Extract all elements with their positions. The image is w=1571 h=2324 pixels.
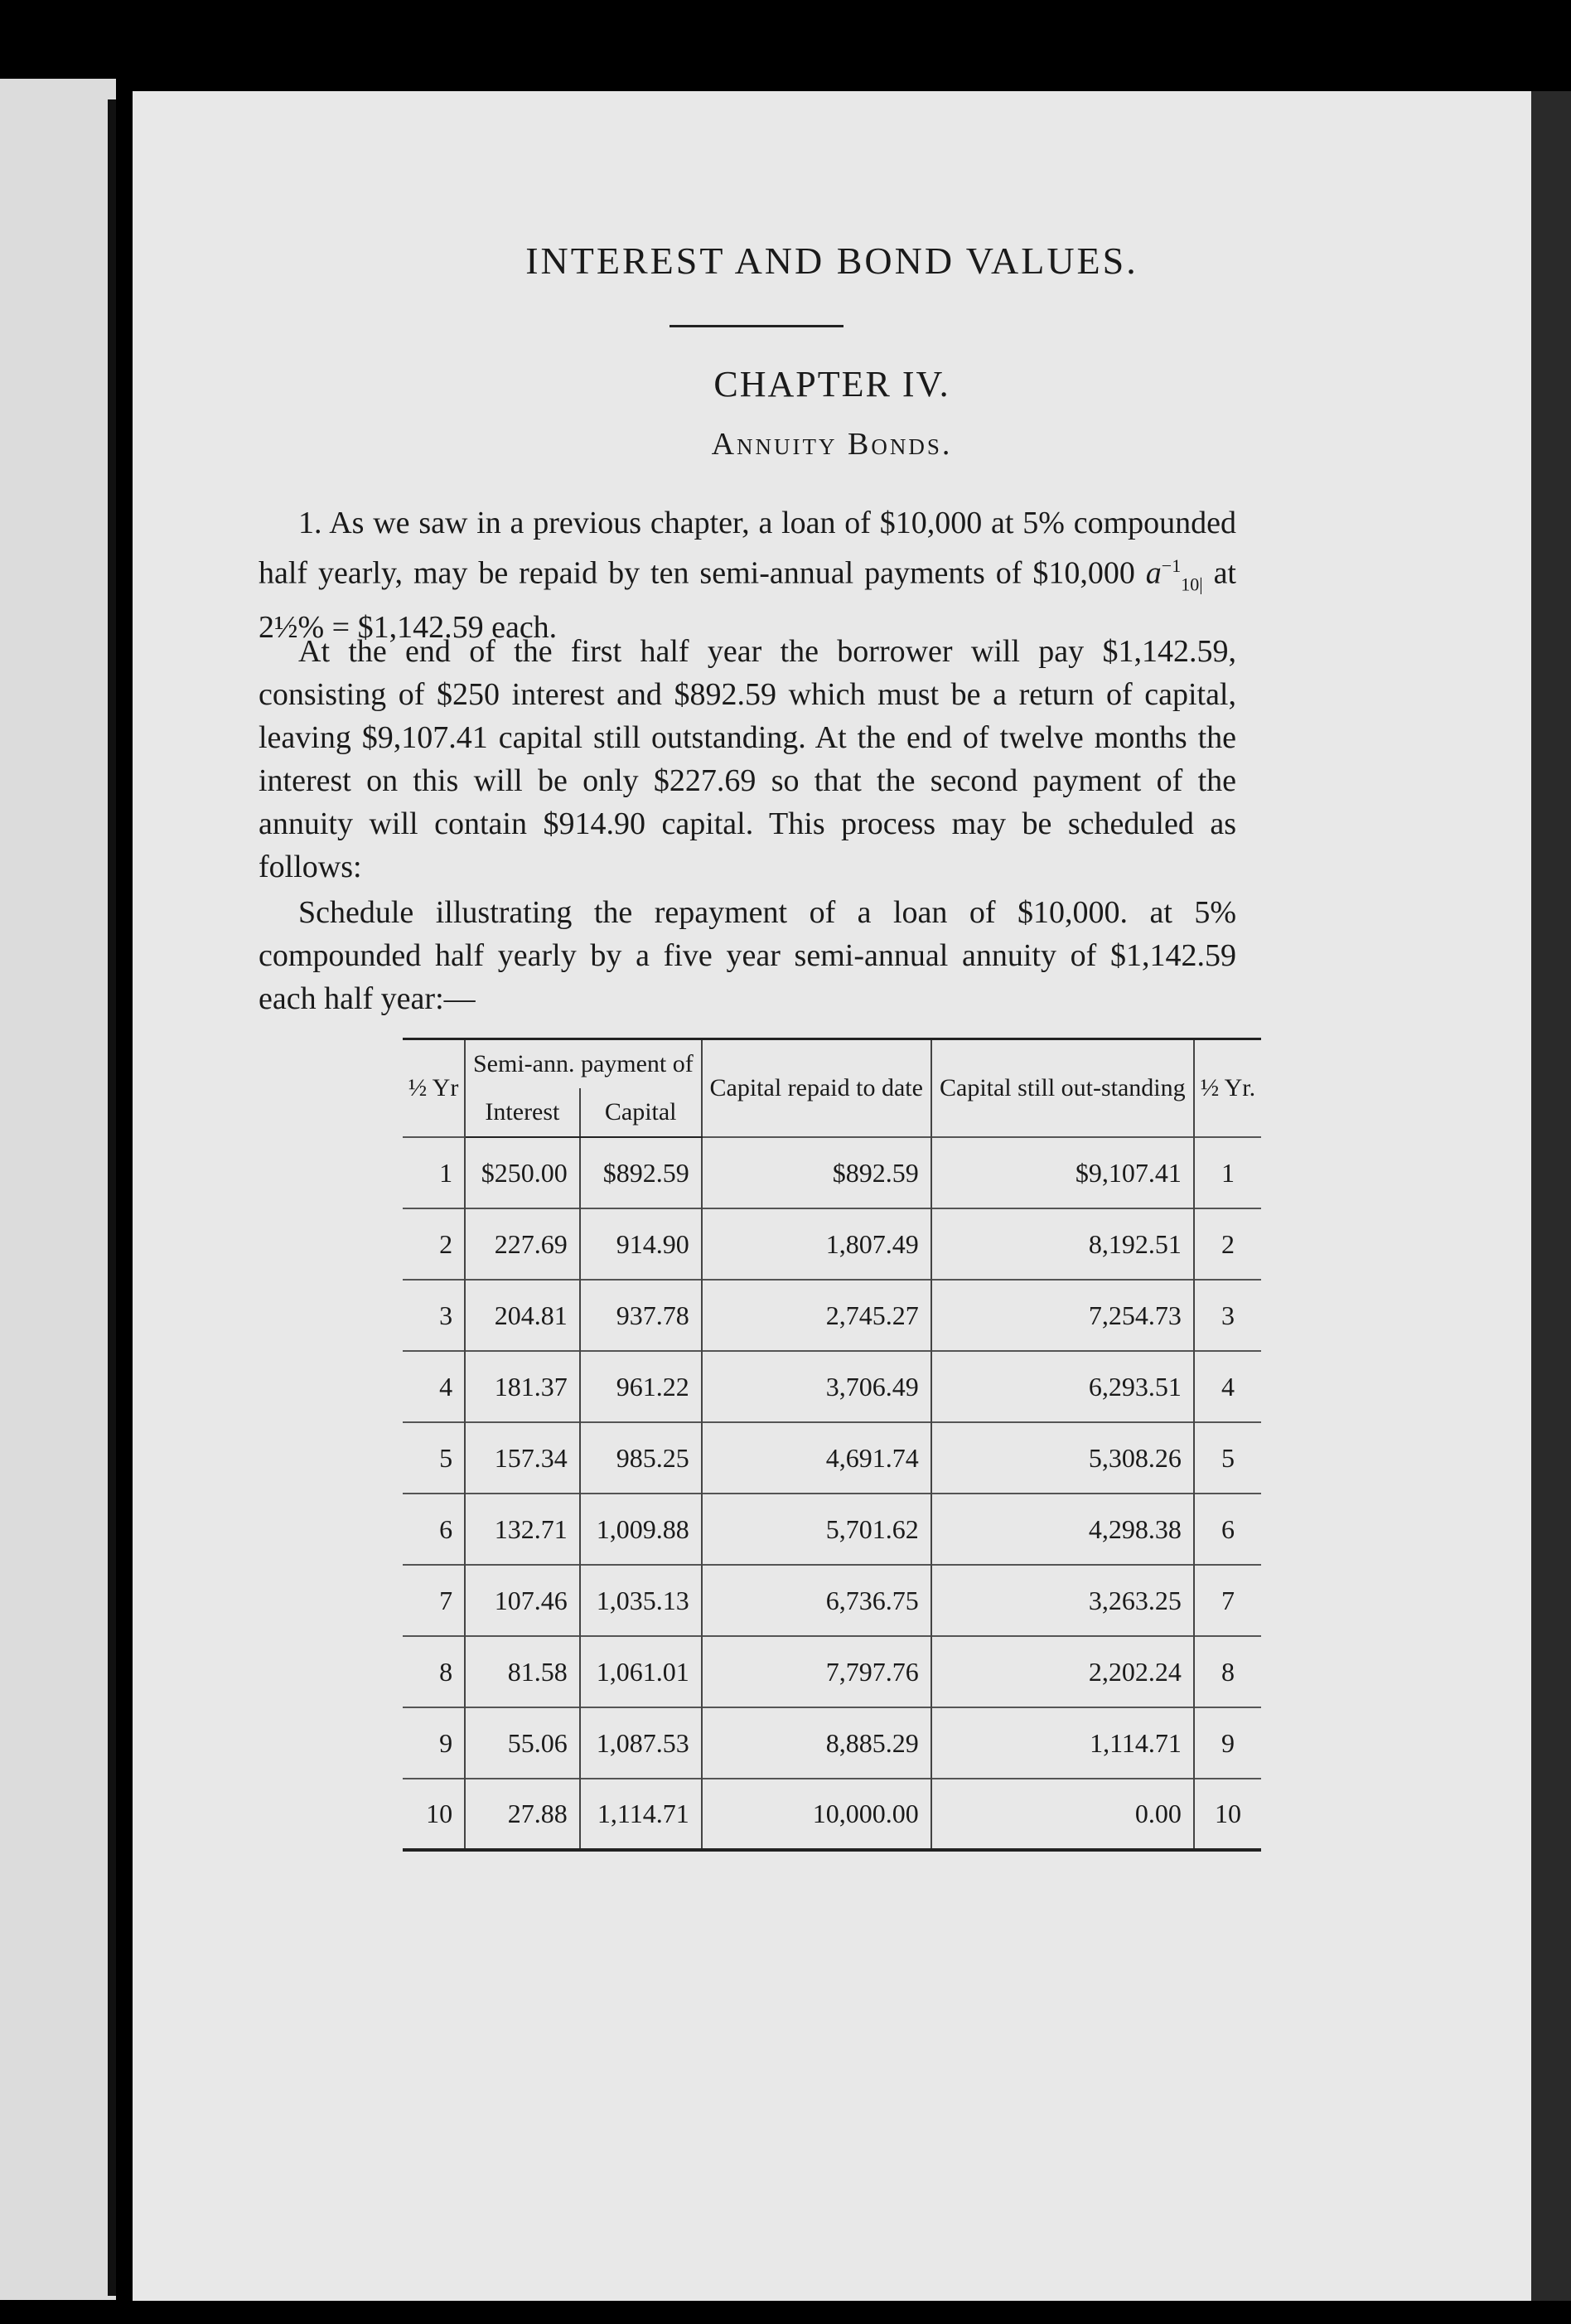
row-repaid: 8,885.29 — [702, 1707, 931, 1779]
running-head: INTEREST AND BOND VALUES. — [525, 240, 1138, 282]
table-row — [403, 1494, 1261, 1565]
row-interest: 157.34 — [465, 1422, 580, 1494]
row-outstanding: 5,308.26 — [931, 1422, 1194, 1494]
row-half-year-right: 5 — [1194, 1422, 1261, 1494]
row-repaid: 5,701.62 — [702, 1494, 931, 1565]
row-capital: $892.59 — [580, 1137, 702, 1208]
header-half-year-left: ½ Yr — [403, 1039, 465, 1138]
row-interest: 132.71 — [465, 1494, 580, 1565]
table-row — [403, 1779, 1261, 1850]
paragraph-3 — [259, 891, 1236, 1020]
row-interest: 181.37 — [465, 1351, 580, 1422]
p1-text-before: 1. As we saw in a previous chapter, a loan of $10,000 at 5% compounded half yearly, may be repaid by ten semi-annual payments of $10,000 — [259, 506, 1236, 591]
table-row — [403, 1280, 1261, 1351]
header-payment-group: Semi-ann. payment of — [465, 1039, 702, 1089]
row-half-year: 7 — [403, 1565, 465, 1636]
table-row — [403, 1208, 1261, 1280]
row-half-year-right: 1 — [1194, 1137, 1261, 1208]
row-half-year: 10 — [403, 1779, 465, 1850]
row-half-year: 2 — [403, 1208, 465, 1280]
row-half-year: 1 — [403, 1137, 465, 1208]
row-interest: 204.81 — [465, 1280, 580, 1351]
header-capital-outstanding: Capital still out-standing — [931, 1039, 1194, 1138]
chapter-heading: CHAPTER IV. — [713, 364, 950, 404]
row-capital: 1,061.01 — [580, 1636, 702, 1707]
paragraph-2 — [259, 630, 1236, 888]
row-capital: 1,114.71 — [580, 1779, 702, 1850]
book-page — [133, 91, 1531, 2301]
p3-text: Schedule illustrating the repayment of a loan of $10,000. at 5% compounded half yearly by a five year semi-annual annuity of $1,142.59 each half year:— — [259, 895, 1236, 1016]
row-interest: 55.06 — [465, 1707, 580, 1779]
row-half-year-right: 3 — [1194, 1280, 1261, 1351]
row-outstanding: 8,192.51 — [931, 1208, 1194, 1280]
row-interest: $250.00 — [465, 1137, 580, 1208]
row-capital: 1,087.53 — [580, 1707, 702, 1779]
row-half-year: 8 — [403, 1636, 465, 1707]
annuity-symbol: a — [1145, 555, 1162, 591]
row-repaid: 2,745.27 — [702, 1280, 931, 1351]
row-repaid: 3,706.49 — [702, 1351, 931, 1422]
table-row — [403, 1137, 1261, 1208]
row-capital: 1,035.13 — [580, 1565, 702, 1636]
row-outstanding: $9,107.41 — [931, 1137, 1194, 1208]
row-outstanding: 3,263.25 — [931, 1565, 1194, 1636]
row-half-year: 6 — [403, 1494, 465, 1565]
row-half-year: 5 — [403, 1422, 465, 1494]
row-repaid: 4,691.74 — [702, 1422, 931, 1494]
section-heading: Annuity Bonds. — [711, 427, 953, 462]
table-row — [403, 1351, 1261, 1422]
page-right-shadow — [1531, 91, 1571, 2301]
row-half-year: 9 — [403, 1707, 465, 1779]
annuity-sup: −1 — [1161, 555, 1182, 576]
row-repaid: 1,807.49 — [702, 1208, 931, 1280]
row-outstanding: 1,114.71 — [931, 1707, 1194, 1779]
row-half-year-right: 6 — [1194, 1494, 1261, 1565]
row-repaid: 7,797.76 — [702, 1636, 931, 1707]
row-half-year-right: 9 — [1194, 1707, 1261, 1779]
row-outstanding: 2,202.24 — [931, 1636, 1194, 1707]
row-interest: 81.58 — [465, 1636, 580, 1707]
p1-text-after: at 2½% = $1,142.59 each. — [259, 555, 1236, 646]
repayment-schedule-table — [403, 1038, 1261, 1852]
header-interest: Interest — [465, 1088, 580, 1137]
row-outstanding: 7,254.73 — [931, 1280, 1194, 1351]
row-half-year-right: 2 — [1194, 1208, 1261, 1280]
row-repaid: $892.59 — [702, 1137, 931, 1208]
title-rule — [669, 325, 844, 327]
row-capital: 937.78 — [580, 1280, 702, 1351]
paragraph-1 — [259, 501, 1236, 649]
row-half-year: 4 — [403, 1351, 465, 1422]
table-row — [403, 1636, 1261, 1707]
row-interest: 27.88 — [465, 1779, 580, 1850]
row-capital: 1,009.88 — [580, 1494, 702, 1565]
row-outstanding: 4,298.38 — [931, 1494, 1194, 1565]
row-repaid: 10,000.00 — [702, 1779, 931, 1850]
row-capital: 914.90 — [580, 1208, 702, 1280]
row-half-year: 3 — [403, 1280, 465, 1351]
row-half-year-right: 7 — [1194, 1565, 1261, 1636]
row-half-year-right: 8 — [1194, 1636, 1261, 1707]
row-half-year-right: 4 — [1194, 1351, 1261, 1422]
row-interest: 107.46 — [465, 1565, 580, 1636]
facing-page-edge — [0, 79, 116, 2300]
header-half-year-right: ½ Yr. — [1200, 1074, 1256, 1101]
row-outstanding: 0.00 — [931, 1779, 1194, 1850]
p2-text: At the end of the first half year the borrower will pay $1,142.59, consisting of $250 interest and $892.59 which must be a return of capital, leaving $9,107.41 capital still outstanding. At the end of twelve months the interest on this will be only $227.69 so that the second payment of the annuity will contain $914.90 capital. This process may be scheduled as follows: — [259, 634, 1236, 884]
row-interest: 227.69 — [465, 1208, 580, 1280]
table-row — [403, 1422, 1261, 1494]
table-row — [403, 1565, 1261, 1636]
table-row — [403, 1707, 1261, 1779]
header-capital-repaid: Capital repaid to date — [702, 1039, 931, 1138]
header-capital: Capital — [580, 1088, 702, 1137]
row-outstanding: 6,293.51 — [931, 1351, 1194, 1422]
schedule-rows — [403, 1137, 1261, 1850]
row-half-year-right: 10 — [1194, 1779, 1261, 1850]
row-capital: 961.22 — [580, 1351, 702, 1422]
annuity-sub: 10| — [1181, 574, 1203, 595]
page-gutter — [108, 99, 116, 2296]
row-capital: 985.25 — [580, 1422, 702, 1494]
row-repaid: 6,736.75 — [702, 1565, 931, 1636]
